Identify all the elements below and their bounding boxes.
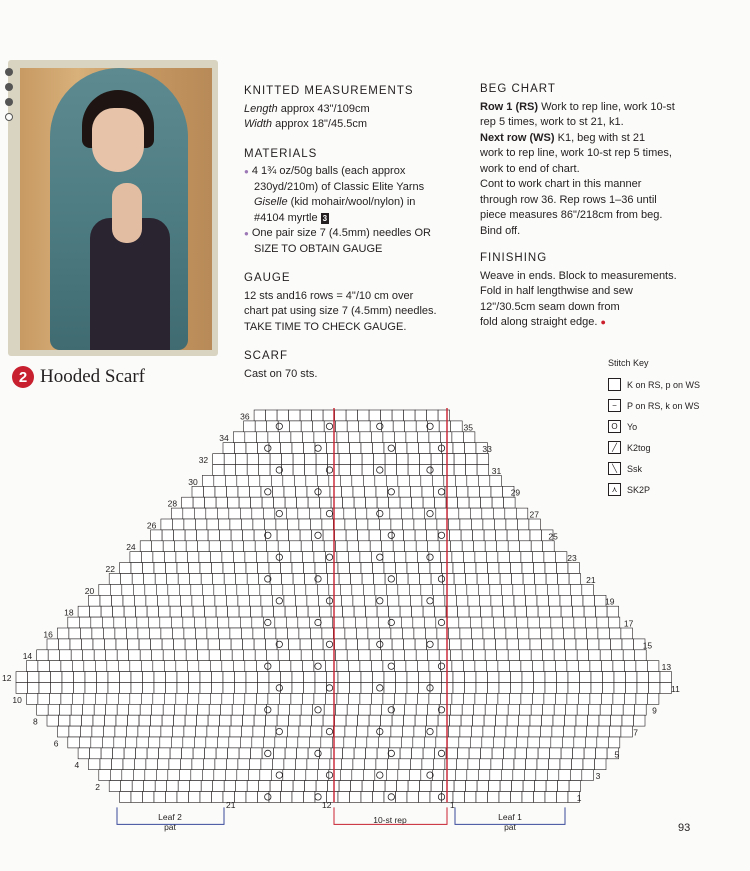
row-number: 16 bbox=[43, 629, 53, 640]
scarf-heading: SCARF bbox=[244, 350, 288, 362]
row-number: 10 bbox=[12, 694, 22, 705]
row-number: 24 bbox=[126, 542, 136, 553]
row-number: 27 bbox=[529, 509, 539, 520]
k2tog-symbol-icon: ╱ bbox=[608, 441, 621, 454]
row-number: 30 bbox=[188, 476, 198, 487]
project-number-badge: 2 bbox=[12, 366, 34, 388]
row-number: 21 bbox=[586, 574, 596, 585]
instructions-right-column: BEG CHART Row 1 (RS) Work to rep line, work 10-st rep 5 times, work to st 21, k1. Next row (WS) K1, beg with st 21 work to rep line, work 10-st rep 5 times, work to end of chart. Cont to work chart in this manner through row 36. Rep rows 1–36 until piece measures 86"/218cm from beg. Bind off. FINISHING Weave in ends. Block to measurements. Fold in half lengthwise and sew 12"/30.5cm seam down from fold along straight edge. ● bbox=[480, 82, 720, 331]
row-number: 28 bbox=[167, 498, 178, 509]
key-item: − P on RS, k on WS bbox=[608, 395, 700, 416]
row-number: 18 bbox=[64, 607, 74, 618]
row-number: 35 bbox=[463, 422, 473, 433]
row-number: 34 bbox=[219, 433, 229, 444]
row-number: 31 bbox=[491, 465, 502, 476]
st-1-label: 1 bbox=[450, 800, 455, 810]
row-number: 29 bbox=[510, 487, 521, 498]
row-number: 5 bbox=[614, 749, 620, 760]
row-number: 9 bbox=[652, 705, 657, 716]
row-number: 15 bbox=[642, 640, 653, 651]
row-number: 19 bbox=[605, 596, 615, 607]
sk2p-symbol-icon: ⋏ bbox=[608, 483, 621, 496]
row-number: 20 bbox=[84, 585, 95, 596]
row-number: 17 bbox=[623, 618, 634, 629]
finishing-heading: FINISHING bbox=[480, 252, 548, 264]
row-number: 6 bbox=[53, 738, 59, 749]
key-item: K on RS, p on WS bbox=[608, 374, 700, 395]
row-number: 3 bbox=[595, 771, 601, 782]
knitting-chart bbox=[0, 400, 750, 840]
key-item: ╲ Ssk bbox=[608, 458, 700, 479]
beg-chart-heading: BEG CHART bbox=[480, 83, 556, 95]
key-item: O Yo bbox=[608, 416, 700, 437]
key-item: ╱ K2tog bbox=[608, 437, 700, 458]
row-number: 22 bbox=[105, 564, 115, 574]
row-number: 4 bbox=[74, 760, 80, 771]
end-marker-icon: ● bbox=[600, 317, 606, 327]
project-title bbox=[12, 366, 145, 388]
key-item: ⋏ SK2P bbox=[608, 479, 700, 500]
ssk-symbol-icon: ╲ bbox=[608, 462, 621, 475]
stitch-key-title: Stitch Key bbox=[608, 358, 649, 368]
row-number: 23 bbox=[567, 553, 577, 564]
yo-symbol-icon: O bbox=[608, 420, 621, 433]
st-21-label: 21 bbox=[226, 800, 236, 810]
row-number: 11 bbox=[671, 683, 680, 694]
gauge-heading: GAUGE bbox=[244, 272, 291, 284]
materials-heading: MATERIALS bbox=[244, 147, 318, 160]
row-number: 33 bbox=[482, 444, 492, 455]
measurements-heading: KNITTED MEASUREMENTS bbox=[244, 85, 414, 97]
row-number: 36 bbox=[240, 411, 250, 422]
leaf1-caption: Leaf 1 pat bbox=[498, 812, 522, 832]
row-number: 7 bbox=[633, 727, 639, 738]
row-number: 26 bbox=[146, 520, 157, 531]
row-number: 13 bbox=[661, 662, 672, 673]
row-number: 1 bbox=[576, 792, 582, 803]
row-number: 2 bbox=[95, 782, 100, 792]
instructions-left-column: KNITTED MEASUREMENTS Length approx 43"/109cm Width approx 18"/45.5cm MATERIALS ● 4 1¾ oz/50g balls (each approx 230yd/210m) of Classic Elite Yarns Giselle (kid mohair/wool/nylon) in #4104 myrtle 3 ● One pair size 7 (4.5mm) needles OR SIZE TO OBTAIN GAUGE GAUGE 12 sts and16 rows = 4"/10 cm over chart pat using size 7 (4.5mm) needles. TAKE TIME TO CHECK GAUGE. SCARF Cast on 70 sts. bbox=[244, 84, 464, 382]
row-number: 12 bbox=[2, 673, 12, 683]
binder-dots bbox=[5, 68, 13, 128]
knit-symbol-icon bbox=[608, 378, 621, 391]
row-number: 32 bbox=[198, 455, 209, 465]
yarn-weight-icon: 3 bbox=[322, 213, 328, 223]
row-number: 14 bbox=[22, 651, 33, 662]
model-photo bbox=[8, 60, 218, 356]
row-number: 8 bbox=[33, 716, 38, 727]
row-number: 25 bbox=[548, 531, 558, 542]
rep-caption: 10-st rep bbox=[373, 815, 407, 825]
leaf2-caption: Leaf 2 pat bbox=[158, 812, 182, 832]
page-number: 93 bbox=[678, 822, 691, 834]
st-12-label: 12 bbox=[322, 800, 332, 810]
purl-symbol-icon: − bbox=[608, 399, 621, 412]
project-title-text: Hooded Scarf bbox=[40, 366, 145, 387]
